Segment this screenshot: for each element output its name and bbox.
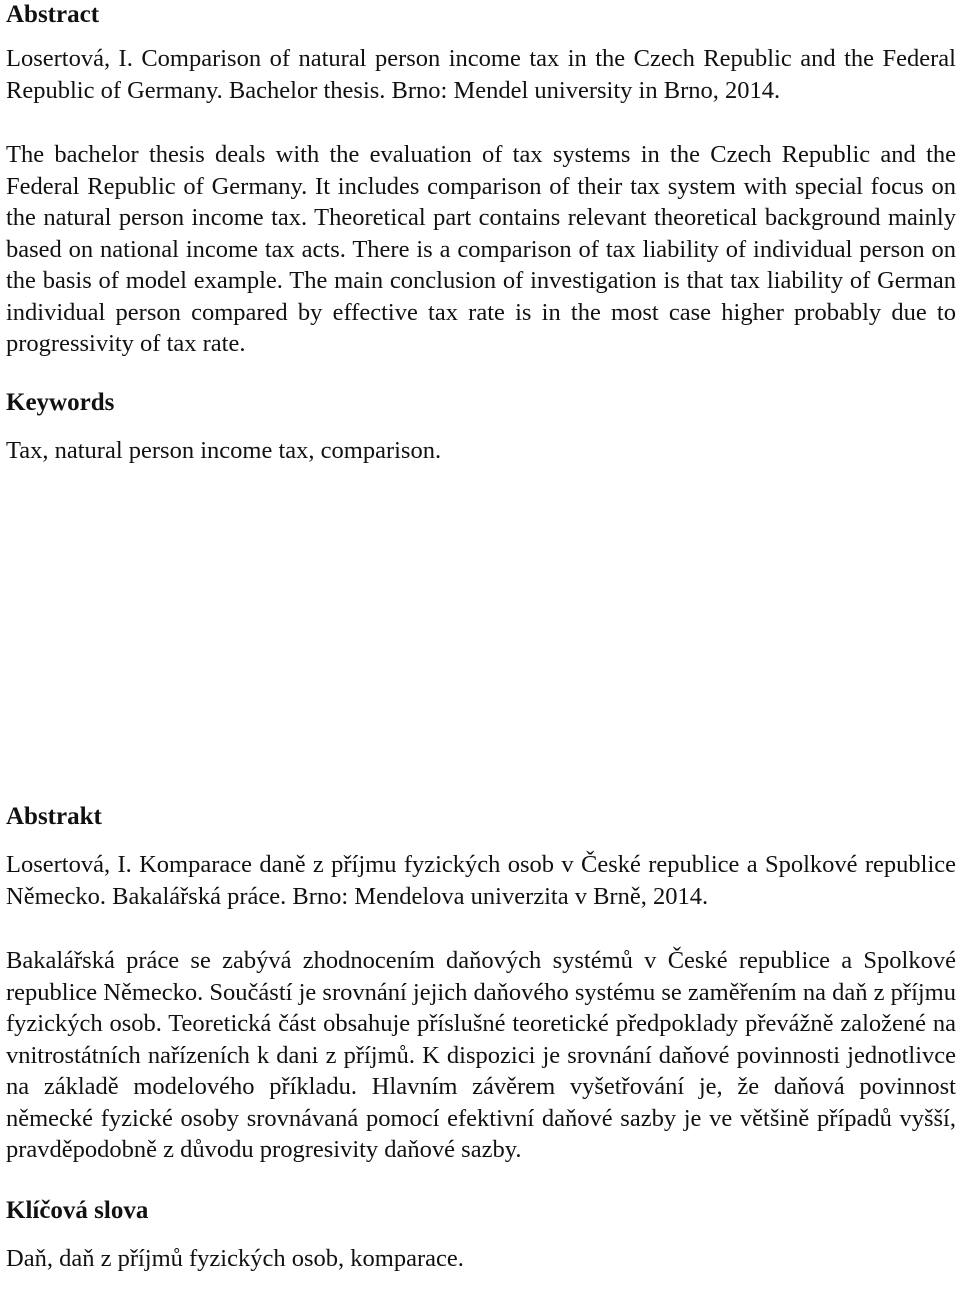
abstract-body: The bachelor thesis deals with the evaluation of tax systems in the Czech Republic and the Federal Republic of Germany. It includes comparison of their tax system with special focus on the natural person income tax. Theoretical part contains relevant theoretical background mainly based on national income tax acts. There is a comparison of tax liability of individual person on the basis of model example. The main conclusion of investigation is that tax liability of German individual person compared by effective tax rate is in the most case higher probably due to progressivity of tax rate.: [6, 141, 956, 357]
klicova-slova-heading: Klíčová slova: [6, 1196, 149, 1224]
klicova-slova-text: Daň, daň z příjmů fyzických osob, komparace.: [6, 1244, 464, 1272]
keywords-heading: Keywords: [6, 388, 115, 416]
keywords-text: Tax, natural person income tax, comparison.: [6, 436, 442, 464]
abstrakt-body: Bakalářská práce se zabývá zhodnocením daňových systémů v České republice a Spolkové republice Německo. Součástí je srovnání jejich daňového systému se zaměřením na daň z příjmu fyzických osob. Teoretická část obsahuje příslušné teoretické předpoklady převážně založené na vnitrostátních nařízeních k dani z příjmů. K dispozici je srovnání daňové povinnosti jednotlivce na základě modelového příkladu. Hlavním závěrem vyšetřování je, že daňová povinnost německé fyzické osoby srovnávaná pomocí efektivní daňové sazby je ve většině případů vyšší, pravděpodobně z důvodu progresivity daňové sazby.: [6, 947, 956, 1163]
abstrakt-citation: Losertová, I. Komparace daně z příjmu fyzických osob v České republice a Spolkové republice Německo. Bakalářská práce. Brno: Mendelova univerzita v Brně, 2014.: [6, 851, 956, 910]
abstract-czech-section: [6, 802, 956, 1274]
abstract-english-section: [6, 0, 956, 466]
abstract-heading: Abstract: [6, 1, 100, 28]
abstract-citation: Losertová, I. Comparison of natural person income tax in the Czech Republic and the Federal Republic of Germany. Bachelor thesis. Brno: Mendel university in Brno, 2014.: [6, 45, 956, 104]
abstrakt-heading: Abstrakt: [6, 803, 102, 830]
